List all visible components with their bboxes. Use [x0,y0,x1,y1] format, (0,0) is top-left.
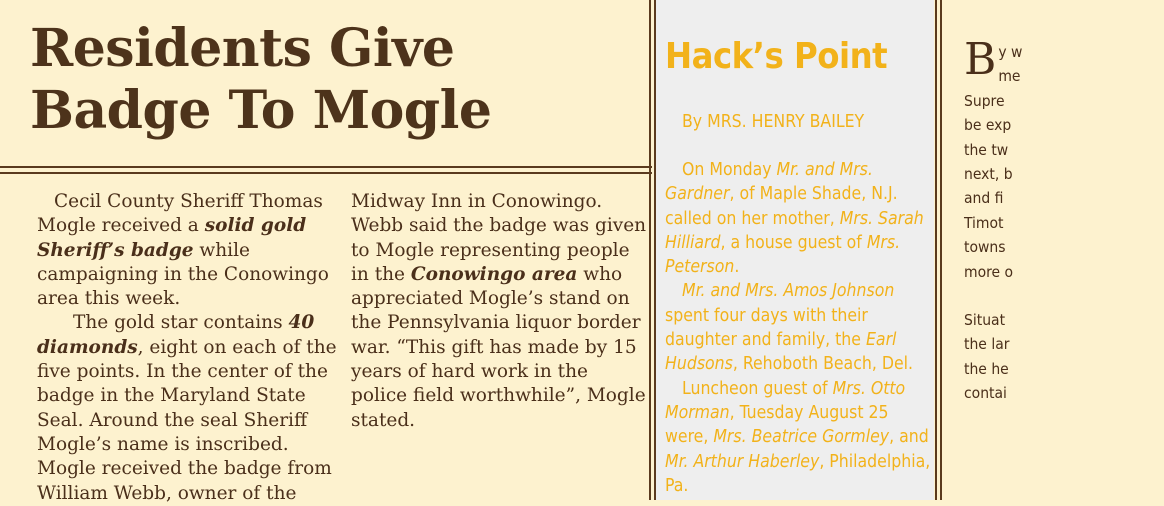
article-column-1 [37,190,337,506]
text-line: contai [964,384,1007,403]
emphasis-diamonds: 40 diamonds [37,312,315,358]
sidebar-body [665,158,933,498]
name-run: Mrs. Sarah Hilliard [665,208,924,253]
text-line: towns [964,238,1006,257]
text-run: , Tuesday August 25 were, [665,402,889,448]
text-line: Timot [964,213,1004,232]
text-run: , Philadelphia, Pa. [665,451,931,496]
text-line: next, b [964,165,1013,184]
article-paragraph-1 [37,190,337,311]
name-run: Mrs. Otto Morman [665,378,906,423]
text-line: more o [964,262,1014,281]
emphasis-area: Conowingo area [410,263,578,285]
text-run: while campaigning in the Conowingo area this week. [37,239,329,310]
headline-line-1: Residents Give [30,18,455,79]
column-divider-left [649,0,651,500]
headline-line-2: Badge To Mogle [30,80,492,141]
text-run: , Rehoboth Beach, Del. [732,354,914,375]
text-run: . [734,257,740,278]
text-run: The gold star contains [73,312,289,334]
name-run: Mr. and Mrs. Gardner [665,160,873,205]
text-run: who appreciated Mogle’s stand on the Pennsylvania liquor border war. “This gift has made by 15 years of hard work in the police field worthwhile”, Mogle stated. [351,263,646,431]
text-line: the he [964,359,1009,378]
name-run: Mrs. Peterson [665,232,901,278]
right-article-fragment [942,0,1023,500]
article-paragraph-2 [37,311,337,505]
text-run: , and [889,427,929,448]
name-run: Mrs. Beatrice Gormley [713,427,890,448]
text-line: the lar [964,335,1010,354]
text-line: the tw [964,140,1009,159]
text-line: me [998,67,1021,86]
headline-rule-bottom [0,172,652,174]
name-run: Mr. and Mrs. Amos Johnson [682,281,895,302]
text-run: Luncheon guest of [682,378,833,399]
name-run: Mr. Arthur Haberley [665,451,820,472]
text-line: be exp [964,116,1012,135]
sidebar-title: Hack’s Point [665,36,888,77]
right-article-text [964,34,1164,406]
column-divider-right [935,0,937,500]
name-run: Earl Hudsons [665,330,897,375]
text-line: and fi [964,189,1004,208]
sidebar-paragraph-2 [665,279,933,376]
drop-cap: B [964,34,997,85]
article-column-2 [351,190,647,433]
text-line: Situat [964,311,1006,330]
sidebar-byline: By MRS. HENRY BAILEY [682,112,865,132]
article-headline [30,18,492,142]
emphasis-badge: solid gold Sheriff’s badge [37,215,307,261]
text-line: y w [998,43,1023,61]
headline-rule-top [0,166,652,168]
text-run: Midway Inn in Conowingo. Webb said the badge was given to Mogle representing people in the [351,191,647,285]
sidebar-paragraph-1 [665,158,933,279]
text-run: spent four days with their daughter and family, the [665,305,868,351]
text-run: On Monday [682,160,777,180]
article-paragraph-3 [351,190,647,433]
text-run: , of Maple Shade, N.J. called on her mother, [665,184,898,229]
text-run: , eight on each of the five points. In the center of the badge in the Maryland State Seal. Around the seal Sheriff Mogle’s name is inscribed. Mogle received the badge from William Webb, owner of the [37,336,337,504]
text-line: Supre [964,91,1005,110]
sidebar-paragraph-3 [665,377,933,498]
text-run: , a house guest of [720,232,867,253]
text-run: Cecil County Sheriff Thomas Mogle received a [37,191,323,237]
hacks-point-sidebar [656,0,934,500]
